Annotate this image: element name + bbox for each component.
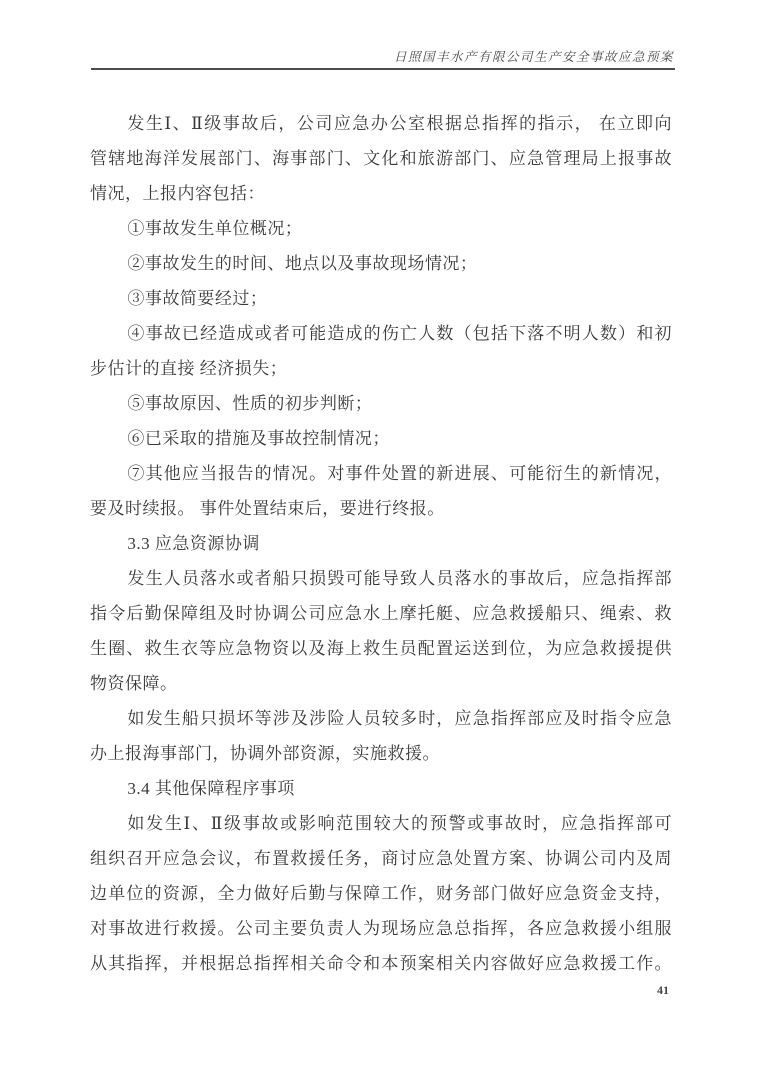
text-line: 如发生船只损坏等涉及涉险人员较多时，应急指挥部应及时指令应急	[127, 709, 672, 728]
text-line: ③事故简要经过；	[127, 289, 268, 308]
text-line: 发生Ⅰ、Ⅱ级事故后，公司应急办公室根据总指挥的指示， 在立即向	[127, 114, 672, 133]
text-line: 边单位的资源，全力做好后勤与保障工作，财务部门做好应急资金支持，	[90, 884, 672, 903]
text-line: 从其指挥，并根据总指挥相关命令和本预案相关内容做好应急救援工作。	[90, 954, 672, 973]
text-line: 3.4 其他保障程序事项	[127, 779, 295, 798]
page-number: 41	[657, 983, 669, 997]
text-line: 指令后勤保障组及时协调公司应急水上摩托艇、应急救援船只、绳索、救	[90, 604, 672, 623]
text-line: 物资保障。	[90, 674, 178, 693]
text-line: ⑥已采取的措施及事故控制情况；	[127, 429, 390, 448]
header-rule	[91, 68, 675, 70]
text-line: 要及时续报。 事件处置结束后，要进行终报。	[90, 499, 445, 518]
text-line: ⑤事故原因、性质的初步判断；	[127, 394, 373, 413]
text-line: 管辖地海洋发展部门、海事部门、文化和旅游部门、应急管理局上报事故	[90, 149, 672, 168]
text-line: 办上报海事部门，协调外部资源，实施救援。	[90, 744, 440, 763]
header-title: 日照国丰水产有限公司生产安全事故应急预案	[393, 50, 674, 64]
text-line: ②事故发生的时间、地点以及事故现场情况；	[127, 254, 478, 273]
text-line: 步估计的直接 经济损失；	[90, 359, 288, 378]
text-line: ④事故已经造成或者可能造成的伤亡人数（包括下落不明人数）和初	[127, 324, 672, 343]
text-line: 生圈、救生衣等应急物资以及海上救生员配置运送到位，为应急救援提供	[90, 639, 672, 658]
document-body	[90, 106, 672, 981]
text-line: 组织召开应急会议，布置救援任务，商讨应急处置方案、协调公司内及周	[90, 849, 672, 868]
text-line: 对事故进行救援。公司主要负责人为现场应急总指挥，各应急救援小组服	[90, 919, 672, 938]
text-line: 发生人员落水或者船只损毁可能导致人员落水的事故后，应急指挥部	[127, 569, 672, 588]
text-line: 情况，上报内容包括：	[90, 184, 265, 203]
text-line: ①事故发生单位概况；	[127, 219, 303, 238]
text-line: 如发生Ⅰ、Ⅱ级事故或影响范围较大的预警或事故时，应急指挥部可	[127, 814, 672, 833]
text-line: 3.3 应急资源协调	[127, 534, 260, 553]
text-line: ⑦其他应当报告的情况。对事件处置的新进展、可能衍生的新情况，	[127, 464, 672, 483]
